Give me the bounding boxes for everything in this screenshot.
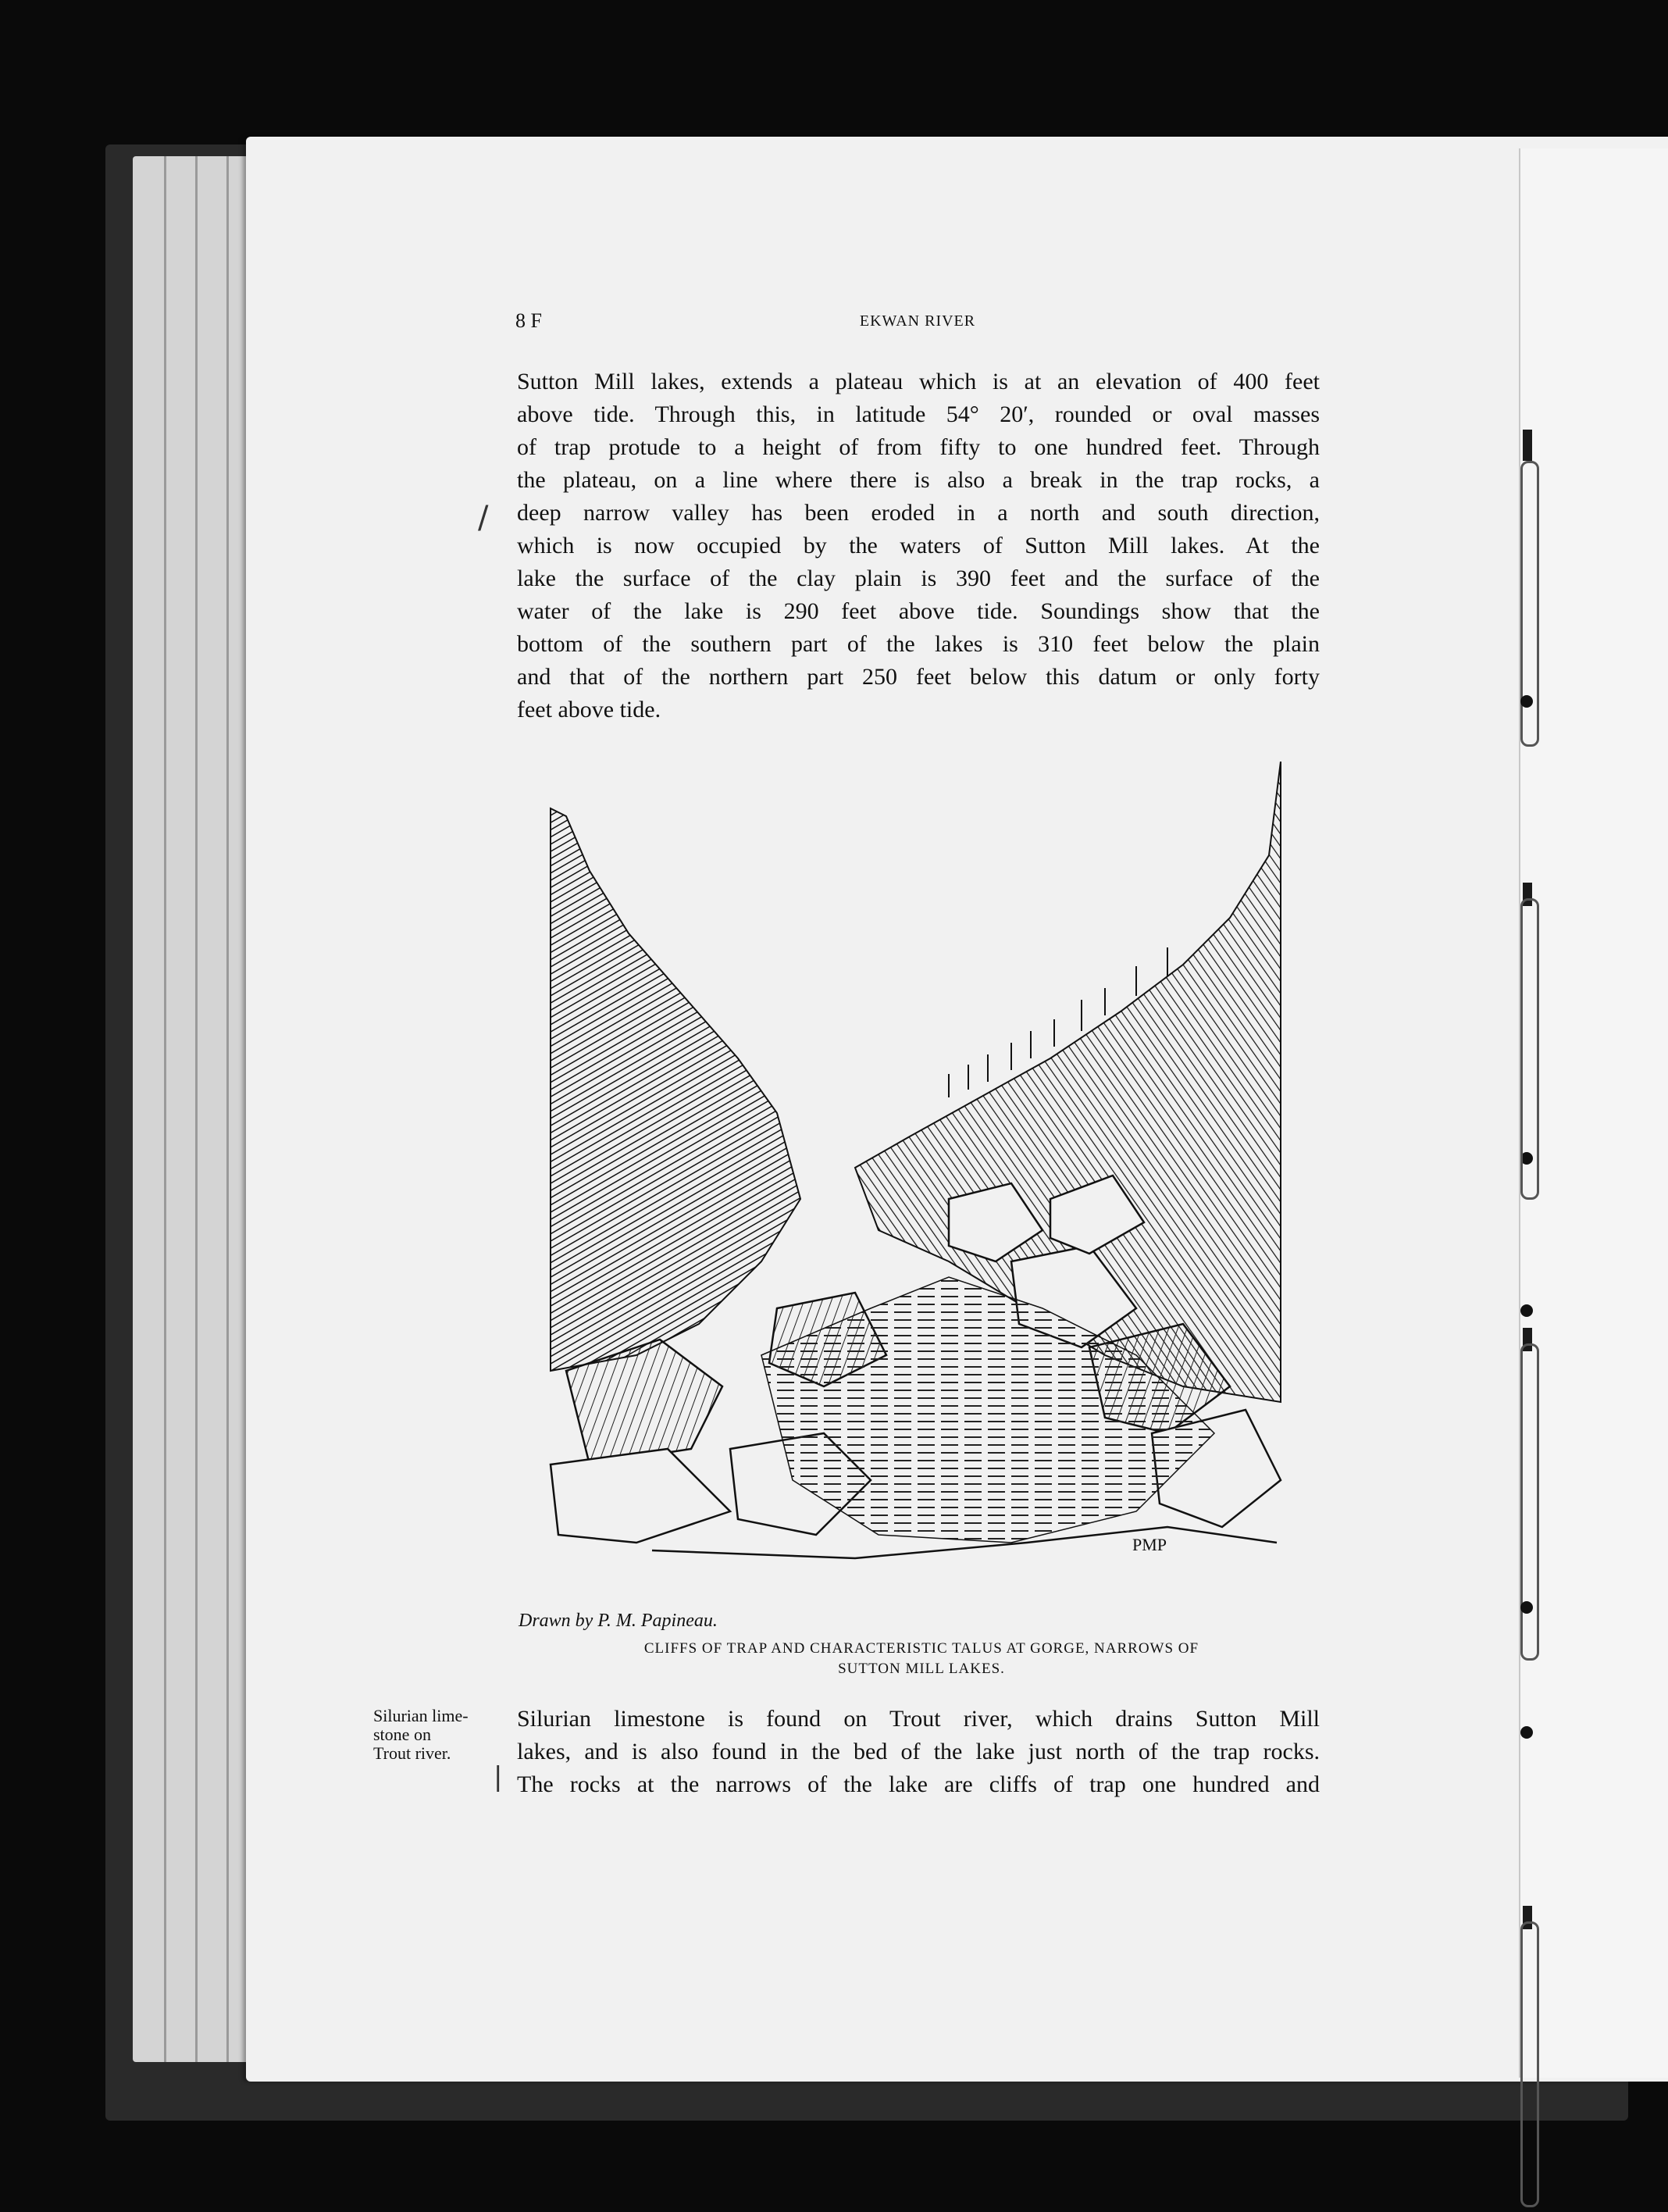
page-header [515, 309, 1320, 341]
binding-hole [1520, 1304, 1533, 1317]
binding-hole [1520, 1601, 1533, 1614]
text-line: the plateau, on a line where there is also a break in the trap rocks, a [517, 467, 1320, 493]
text-line: deep narrow valley has been eroded in a north and south direction, [517, 500, 1320, 526]
paragraph-2 [517, 1703, 1320, 1801]
caption-line: SUTTON MILL LAKES. [838, 1661, 1005, 1677]
pencil-mark: / [478, 500, 489, 536]
text-line: Silurian limestone is found on Trout river, which drains Sutton Mill [517, 1706, 1320, 1732]
margin-note [373, 1707, 514, 1763]
binding-hole [1520, 695, 1533, 708]
text-line: and that of the northern part 250 feet below this datum or only forty [517, 664, 1320, 690]
facing-page-edge [1519, 148, 1668, 2078]
caption-line: CLIFFS OF TRAP AND CHARACTERISTIC TALUS AT GORGE, NARROWS OF [643, 1640, 1199, 1657]
binding-stitch [1523, 430, 1532, 461]
margin-note-line: Silurian lime- [373, 1706, 469, 1725]
text-line: of trap protude to a height of from fifty to one hundred feet. Through [517, 434, 1320, 460]
text-line: Sutton Mill lakes, extends a plateau which is at an elevation of 400 feet [517, 369, 1320, 394]
text-line: which is now occupied by the waters of Sutton Mill lakes. At the [517, 533, 1320, 558]
figure-caption [547, 1639, 1296, 1679]
margin-note-line: stone on [373, 1725, 431, 1744]
text-line: bottom of the southern part of the lakes is 310 feet below the plain [517, 631, 1320, 657]
text-line: The rocks at the narrows of the lake are cliffs of trap one hundred and [517, 1771, 1320, 1797]
text-line: lake the surface of the clay plain is 390 feet and the surface of the [517, 565, 1320, 591]
text-line: feet above tide. [517, 697, 661, 722]
binding-thread [1520, 898, 1539, 1200]
margin-note-line: Trout river. [373, 1743, 451, 1763]
figure-credit: Drawn by P. M. Papineau. [519, 1611, 718, 1631]
artist-monogram: PMP [1132, 1535, 1167, 1554]
paragraph-1 [517, 366, 1320, 726]
binding-hole [1520, 1726, 1533, 1739]
pencil-mark: | [494, 1761, 503, 1793]
text-line: water of the lake is 290 feet above tide. Soundings show that the [517, 598, 1320, 624]
binding-thread [1520, 1921, 1539, 2207]
text-line: above tide. Through this, in latitude 54° 20′, rounded or oval masses [517, 401, 1320, 427]
running-head: EKWAN RIVER [859, 312, 976, 330]
gorge-illustration [543, 762, 1288, 1582]
text-line: lakes, and is also found in the bed of the lake just north of the trap rocks. [517, 1739, 1320, 1764]
page-number: 8 F [515, 309, 542, 332]
